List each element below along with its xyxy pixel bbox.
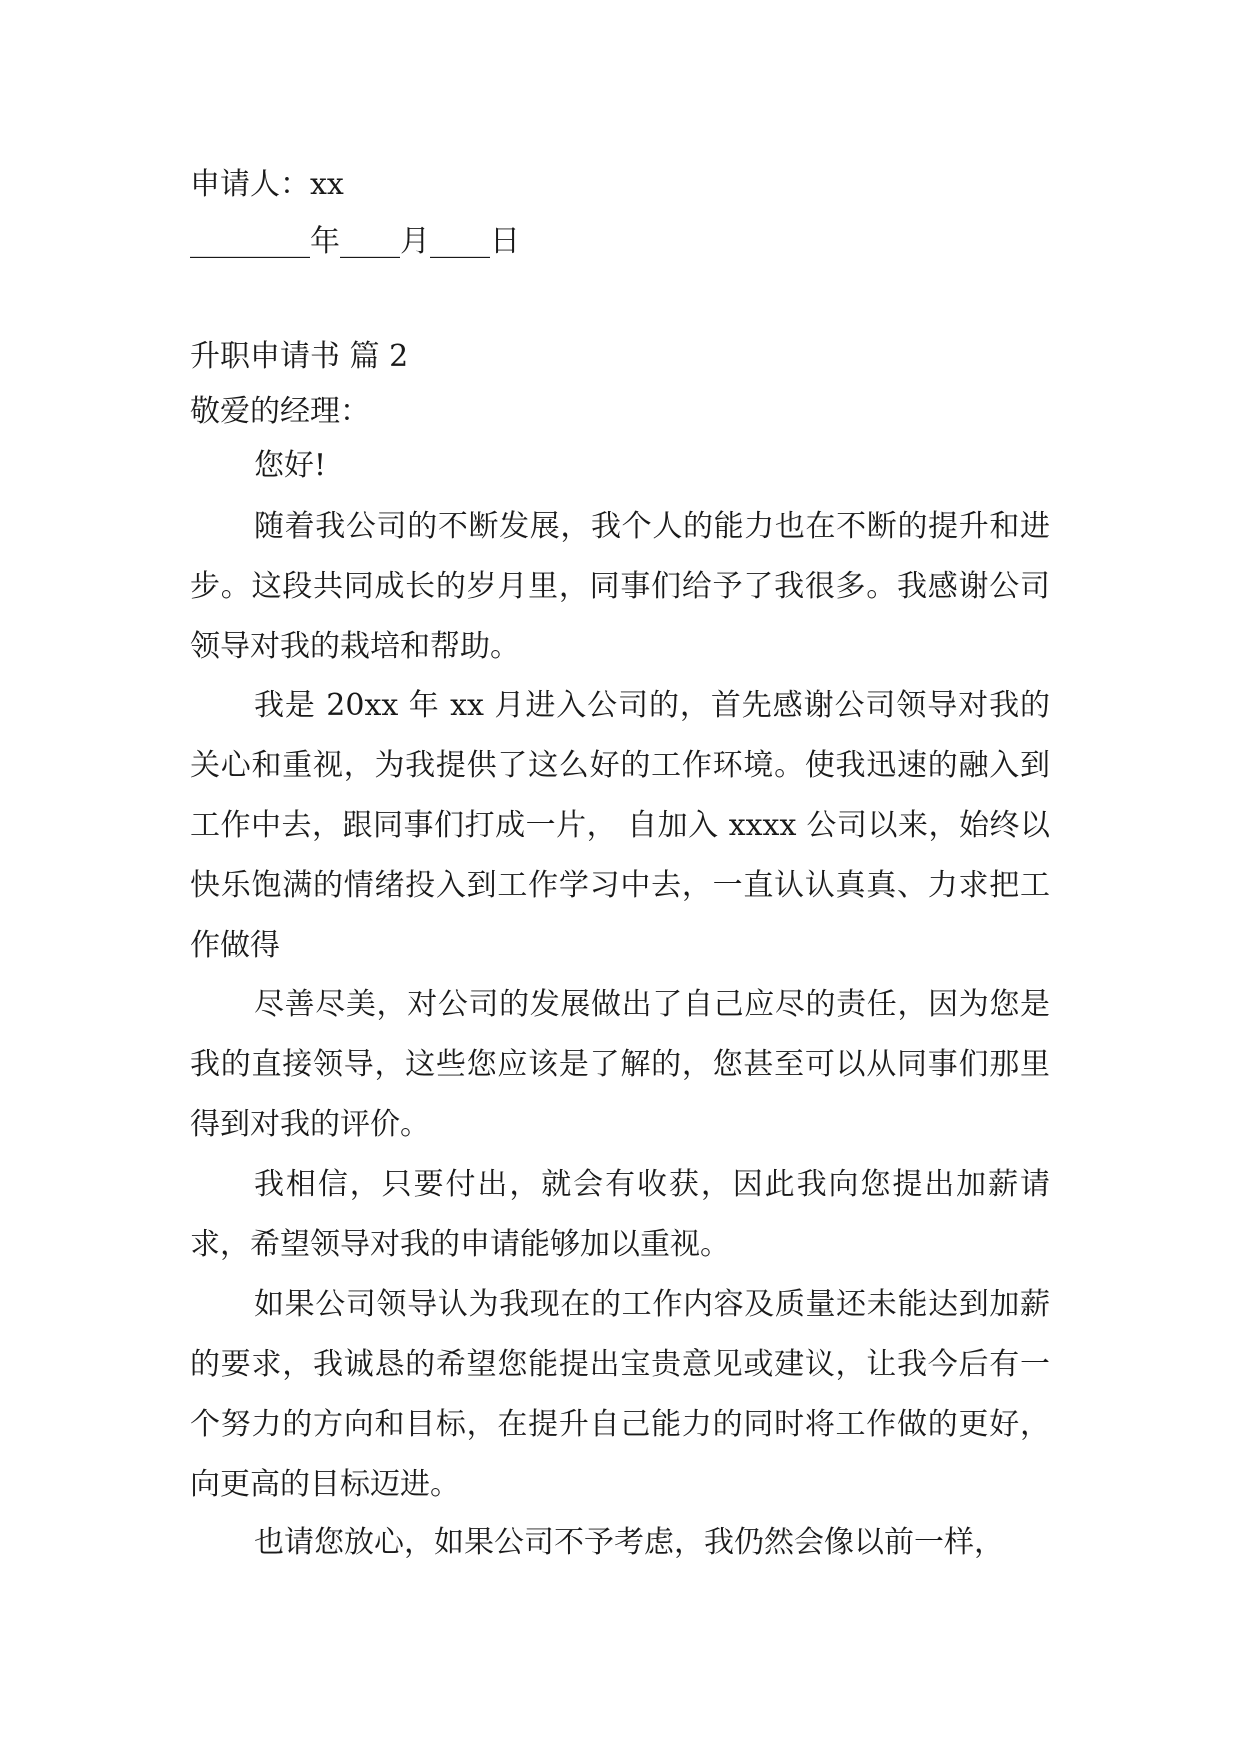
body-paragraph: 我相信，只要付出，就会有收获，因此我向您提出加薪请求，希望领导对我的申请能够加以重视。 [190,1167,1050,1262]
body-paragraph: 如果公司领导认为我现在的工作内容及质量还未能达到加薪的要求，我诚恳的希望您能提出宝贵意见或建议，让我今后有一个努力的方向和目标，在提升自己能力的同时将工作做的更好，向更高的目标迈进。 [190,1287,1050,1502]
greeting: 您好! [254,448,327,483]
salutation: 敬爱的经理： [190,394,370,429]
section-title: 升职申请书 篇 2 [190,339,409,374]
date-line: ________年____月____日 [190,224,520,259]
body-paragraph: 随着我公司的不断发展，我个人的能力也在不断的提升和进步。这段共同成长的岁月里，同事们给予了我很多。我感谢公司领导对我的栽培和帮助。 [190,509,1050,664]
body-paragraph: 尽善尽美，对公司的发展做出了自己应尽的责任，因为您是 我的直接领导，这些您应该是了解的，您甚至可以从同事们那里得到对我的评价。 [190,987,1050,1142]
body-paragraph: 也请您放心，如果公司不予考虑，我仍然会像以前一样， [254,1525,1004,1560]
body-paragraph: 我是 20xx 年 xx 月进入公司的，首先感谢公司领导对我的关心和重视，为我提供了这么好的工作环境。使我迅速的融入到工作中去，跟同事们打成一片， 自加入 xxxx 公司以来，始终以快乐饱满的情绪投入到工作学习中去，一直认认真真、力求把工作做得 [190,688,1050,963]
applicant-line: 申请人：xx [190,167,344,202]
